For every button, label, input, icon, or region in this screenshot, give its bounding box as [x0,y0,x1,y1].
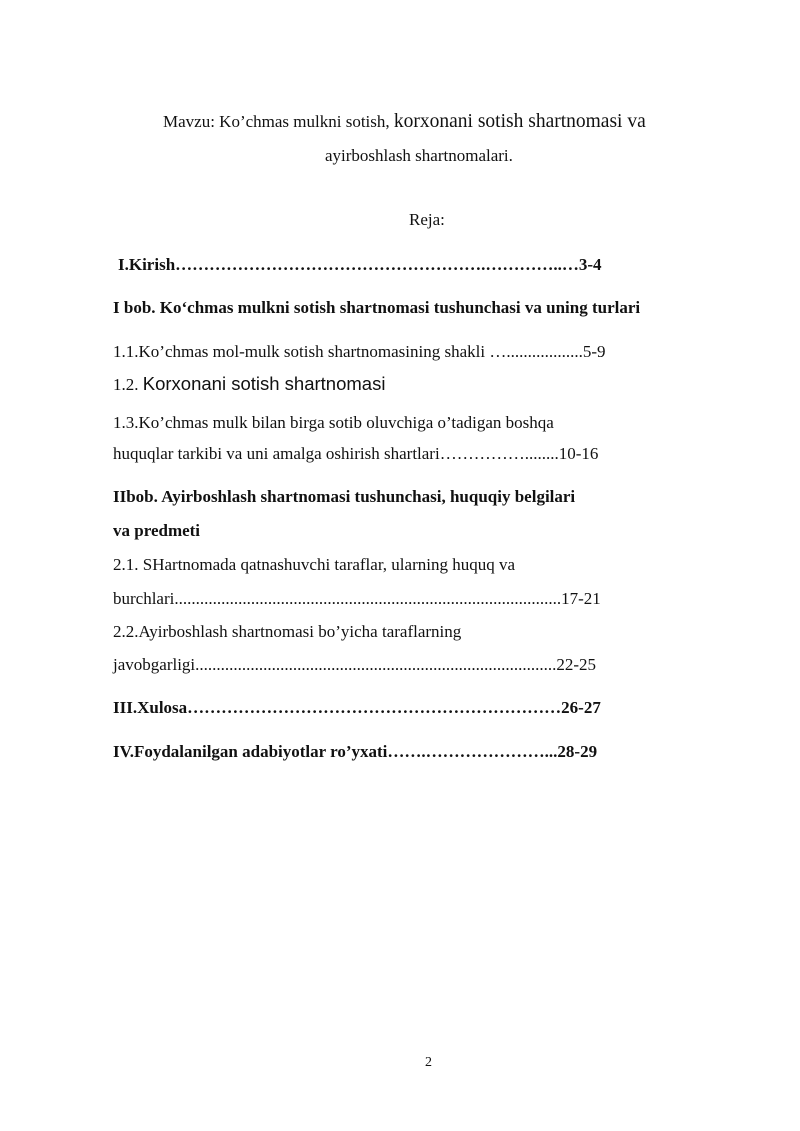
toc-item-2-2-line-2: javobgarligi.....................................................................................22-25 [113,655,597,674]
toc-item-2-1-line-1: 2.1. SHartnomada qatnashuvchi taraflar, ularning huquq va [113,555,516,574]
toc-intro: I.Kirish……………………………………………….…………..…3-4 [118,255,602,274]
toc-item-1-2-text: Korxonani sotish shartnomasi [142,373,386,394]
toc-item-2-2-line-1: 2.2.Ayirboshlash shartnomasi bo’yicha taraflarning [113,622,462,641]
document-title-part-1: Mavzu: Ko’chmas mulkni sotish, [163,112,394,131]
toc-bibliography: IV.Foydalanilgan adabiyotlar ro’yxati…….…………………...28-29 [113,742,598,761]
toc-chapter-2-heading-line-2: va predmeti [113,521,201,540]
document-title-line-2: ayirboshlash shartnomalari. [325,146,513,165]
document-title-part-2: korxonani sotish shartnomasi va [393,111,646,132]
toc-chapter-1-heading: I bob. Ko‘chmas mulkni sotish shartnomasi tushunchasi va uning turlari [113,298,641,317]
toc-item-1-2 [113,374,385,395]
document-title-line-1 [163,112,646,132]
toc-item-1-2-number: 1.2. [113,375,143,394]
toc-item-1-3-line-2: huquqlar tarkibi va uni amalga oshirish shartlari……………........10-16 [113,444,599,463]
toc-item-1-1: 1.1.Ko’chmas mol-mulk sotish shartnomasining shakli …..................5-9 [113,342,606,361]
toc-item-2-1-line-2: burchlari...........................................................................................17-21 [113,589,601,608]
toc-conclusion: III.Xulosa…………………………………………………………26-27 [113,698,601,717]
toc-chapter-2-heading-line-1: IIbob. Ayirboshlash shartnomasi tushunchasi, huquqiy belgilari [113,487,576,506]
plan-heading: Reja: [409,210,445,229]
toc-item-1-3-line-1: 1.3.Ko’chmas mulk bilan birga sotib oluvchiga o’tadigan boshqa [113,413,554,432]
page-number: 2 [425,1055,432,1070]
